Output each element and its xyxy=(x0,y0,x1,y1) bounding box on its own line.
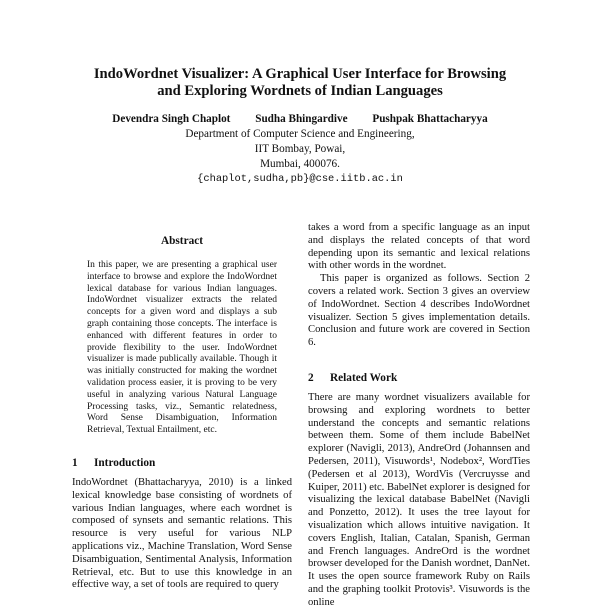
left-column xyxy=(72,222,292,592)
section-heading-related-work xyxy=(308,372,530,384)
author-name: Pushpak Bhattacharyya xyxy=(372,113,488,125)
title-line-1: IndoWordnet Visualizer: A Graphical User Interface for Browsing xyxy=(93,66,507,82)
author-name: Devendra Singh Chaplot xyxy=(112,113,231,125)
abstract-text: In this paper, we are presenting a graphical user interface to browse and explore the IndoWordnet lexical database for various Indian languages. IndoWordnet visualizer extracts the related concepts for a given word and displays a sub graph containing those concepts. The interface is enhanced with different features in order to provide flexibility to the user. IndoWordnet visualizer is made publically available. Though it was initially constructed for making the wordnet validation process easier, it is proving to be very useful in analyzing various Natural Language Processing tasks, viz., Semantic relatedness, Word Sense Disambiguation, Information Retrieval, Textual Entailment, etc. xyxy=(87,260,277,436)
author-names xyxy=(0,112,600,127)
author-email: {chaplot,sudha,pb}@cse.iitb.ac.in xyxy=(197,173,403,185)
continuation-paragraph: takes a word from a specific language as an input and displays the related concepts of that word depending upon its semantic and lexical relations with other words in the wordnet. xyxy=(308,222,530,272)
section-heading-introduction xyxy=(72,457,292,469)
section-number: 2 xyxy=(308,371,314,384)
right-column xyxy=(308,222,530,610)
section-title: Introduction xyxy=(94,456,156,469)
paper-title xyxy=(0,66,600,100)
section-title: Related Work xyxy=(330,371,398,384)
related-work-paragraph: There are many wordnet visualizers available for browsing and exploring wordnets to better understand the concepts and semantic relations between them. Some of them include BabelNet explorer (Navigli, 2013), AndreOrd (Johannsen and Pedersen, 2011), Visuwords¹, Nodebox², WordTies (Pedersen et al 2013), WordVis (Vercruysse and Kuiper, 2011) etc. BabelNet explorer is designed for visualizing the lexical database BabelNet (Navigli and Ponzetto, 2012). It uses the tree layout for visualization which allows intuitive navigation. It covers English, Italian, Catalan, Spanish, German and French languages. AndreOrd is the wordnet browser developed for the Danish wordnet, DanNet. It uses the open source framework Ruby on Rails and the graphing toolkit Protovis³. Visuwords is the online xyxy=(308,391,530,608)
affiliation-department: Department of Computer Science and Engineering, xyxy=(185,128,415,140)
affiliation-city: Mumbai, 400076. xyxy=(260,158,340,170)
author-name: Sudha Bhingardive xyxy=(255,113,348,125)
organization-paragraph: This paper is organized as follows. Section 2 covers a related work. Section 3 gives an overview of IndoWordnet. Section 4 describes IndoWordnet visualizer. Section 5 gives implementation details. Conclusion and future work are covered in Section 6. xyxy=(308,273,530,349)
section-number: 1 xyxy=(72,456,78,469)
introduction-paragraph: IndoWordnet (Bhattacharyya, 2010) is a linked lexical knowledge base consisting of wordnets of various Indian languages, where each wordnet is composed of synsets and semantic relations. This resource is very useful for various NLP applications viz., Machine Translation, Word Sense Disambiguation, Sentimental Analysis, Information Retrieval, etc. But to use this knowledge in an effective way, a set of tools are required to query xyxy=(72,476,292,591)
abstract-heading: Abstract xyxy=(160,235,204,247)
title-line-2: and Exploring Wordnets of Indian Languages xyxy=(157,83,443,99)
affiliation-institute: IIT Bombay, Powai, xyxy=(254,143,346,155)
author-block xyxy=(0,112,600,187)
